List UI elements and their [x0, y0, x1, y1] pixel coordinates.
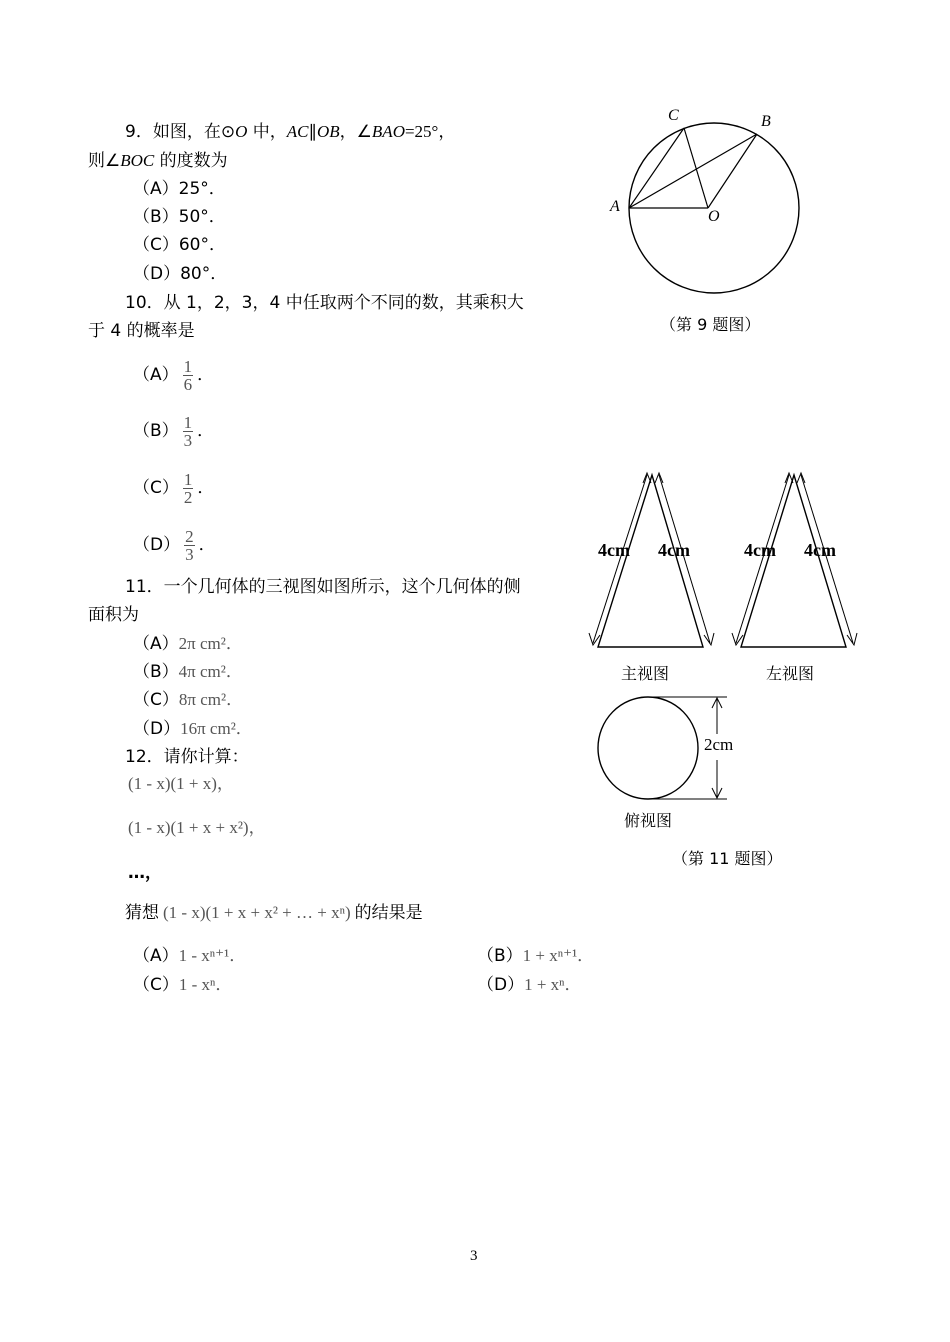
q9-option-a[interactable]: （A）25°．	[133, 179, 226, 199]
segment-co	[684, 128, 708, 208]
top-view-label: 俯视图	[624, 811, 673, 830]
point-label-o: O	[708, 208, 720, 225]
page-number: 3	[470, 1248, 478, 1264]
q10-option-b[interactable]: （B） $\frac{1}{3}$ ．	[133, 412, 215, 450]
q11-stem-line2: 面积为	[88, 605, 139, 625]
q12-option-c[interactable]: （C）1 - xⁿ．	[133, 975, 233, 995]
top-view-dim: 2cm	[704, 735, 734, 754]
q10-stem-line1: 10．从 1，2，3，4 中任取两个不同的数，其乘积大	[125, 293, 524, 313]
q9-stem-line1: 9．如图，在⊙O 中，AC∥OB，∠BAO=25°，	[125, 122, 456, 142]
q10-option-d[interactable]: （D） $\frac{2}{3}$ ．	[133, 526, 216, 564]
q9-option-b[interactable]: （B）50°．	[133, 207, 226, 227]
q12-guess: 猜想 (1 - x)(1 + x + x² + … + xⁿ) 的结果是	[125, 903, 423, 923]
fraction: $\frac{2}{3}$	[185, 526, 194, 564]
q11-option-b[interactable]: （B）4π cm²．	[133, 662, 243, 682]
q12-expression-2: (1 - x)(1 + x + x²)，	[128, 818, 266, 837]
q10-stem-line2: 于 4 的概率是	[88, 321, 195, 341]
segment-bo	[708, 134, 757, 208]
q12-guess-expression: (1 - x)(1 + x + x² + … + xⁿ)	[163, 903, 351, 922]
q11-option-c[interactable]: （C）8π cm²．	[133, 690, 244, 710]
q10-option-a[interactable]: （A） $\frac{1}{6}$ ．	[133, 356, 215, 394]
q12-option-d[interactable]: （D）1 + xⁿ．	[477, 975, 582, 995]
q9-stem-line2: 则∠BOC 的度数为	[88, 151, 228, 171]
q12-ellipsis: …，	[128, 863, 162, 883]
q11-option-d[interactable]: （D）16π cm²．	[133, 719, 253, 739]
q12-expression-1: (1 - x)(1 + x)，	[128, 774, 234, 793]
left-view-dim-right: 4cm	[804, 540, 836, 560]
fraction: $\frac{1}{6}$	[183, 356, 193, 394]
q12-stem: 12．请你计算：	[125, 747, 249, 767]
segment-ac	[629, 128, 684, 208]
q11-option-a[interactable]: （A）2π cm²．	[133, 634, 243, 654]
front-view-dim-right: 4cm	[658, 540, 690, 560]
front-view-dim-left: 4cm	[598, 540, 630, 560]
q9-figure-caption: （第 9 题图）	[660, 315, 761, 334]
left-view-dim-left: 4cm	[744, 540, 776, 560]
point-label-a: A	[610, 198, 620, 215]
segment-ab	[629, 134, 757, 208]
q12-option-b[interactable]: （B）1 + xⁿ⁺¹．	[477, 946, 595, 966]
q12-option-a[interactable]: （A）1 - xⁿ⁺¹．	[133, 946, 247, 966]
q10-option-c[interactable]: （C） $\frac{1}{2}$ ．	[133, 469, 215, 507]
q11-figure-caption: （第 11 题图）	[672, 849, 783, 868]
q9-option-d[interactable]: （D）80°．	[133, 264, 228, 284]
front-view-label: 主视图	[621, 664, 670, 683]
fraction: $\frac{1}{3}$	[183, 412, 193, 450]
front-view-figure	[585, 465, 725, 655]
left-view-figure	[730, 465, 870, 655]
point-label-b: B	[761, 113, 771, 130]
q9-option-c[interactable]: （C）60°．	[133, 235, 227, 255]
q9-circle-figure	[600, 100, 820, 310]
q9-number: 9．	[125, 122, 153, 142]
left-view-label: 左视图	[766, 664, 815, 683]
point-label-c: C	[668, 107, 679, 124]
q11-stem-line1: 11．一个几何体的三视图如图所示，这个几何体的侧	[125, 577, 521, 597]
fraction: $\frac{1}{2}$	[183, 469, 193, 507]
